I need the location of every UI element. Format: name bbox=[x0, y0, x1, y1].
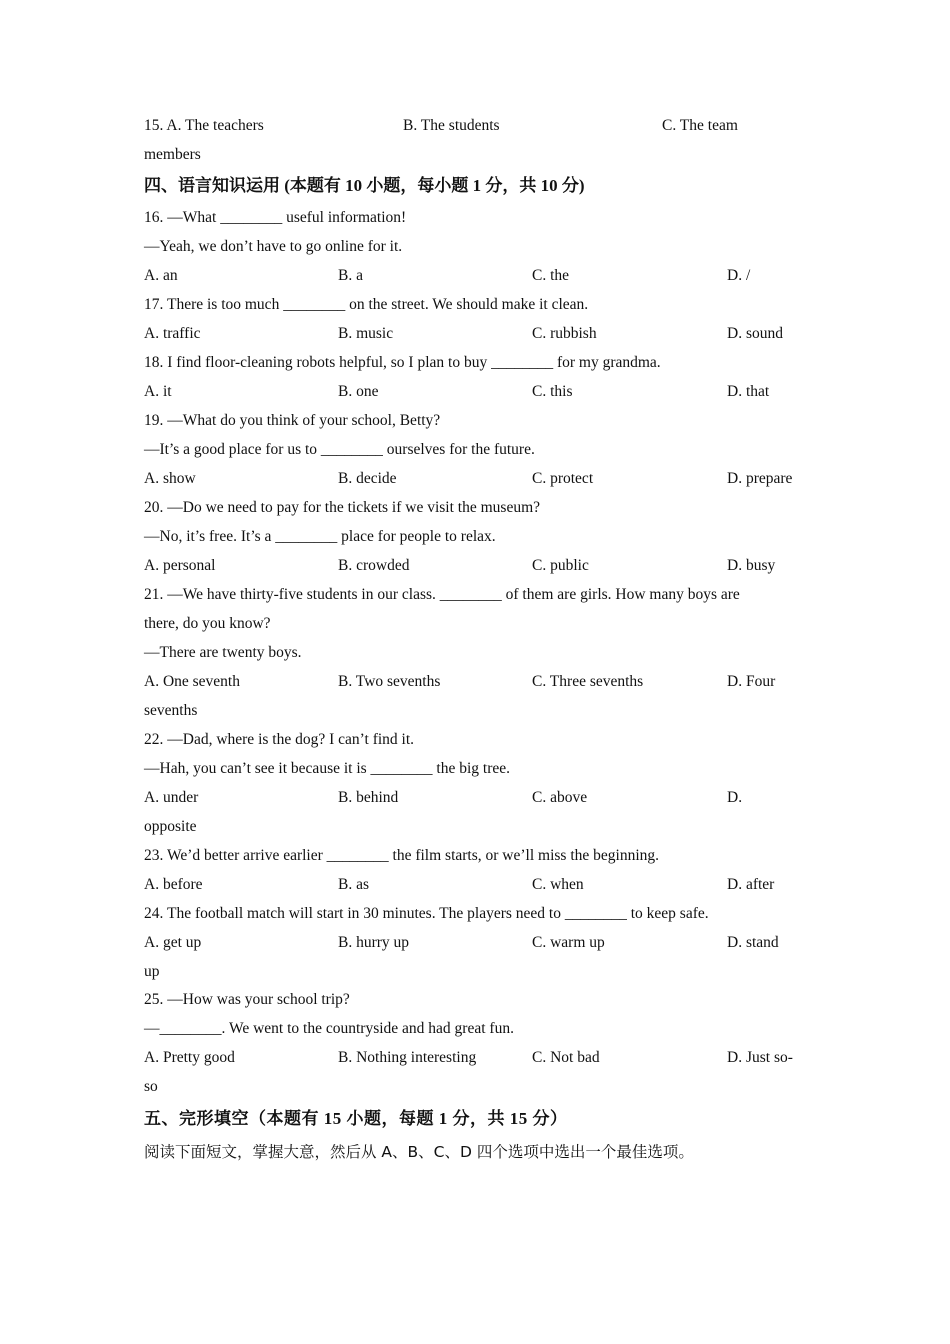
q19-stem-line-2: —It’s a good place for us to ________ ourselves for the future. bbox=[144, 441, 535, 458]
q23-option-c: C. when bbox=[532, 876, 584, 893]
q23-option-d: D. after bbox=[727, 876, 775, 893]
q20-option-c: C. public bbox=[532, 557, 589, 574]
q23-option-a: A. before bbox=[144, 876, 203, 893]
q25-option-a: A. Pretty good bbox=[144, 1049, 235, 1066]
q24-option-b: B. hurry up bbox=[338, 934, 410, 951]
q25-option-b: B. Nothing interesting bbox=[338, 1049, 477, 1066]
q16-option-a: A. an bbox=[144, 267, 178, 284]
q22-option-d-wrap: opposite bbox=[144, 818, 197, 835]
q24-stem-line-1: 24. The football match will start in 30 minutes. The players need to ________ to keep safe. bbox=[144, 905, 709, 922]
q21-option-c: C. Three sevenths bbox=[532, 673, 644, 690]
q16-option-b: B. a bbox=[338, 267, 363, 284]
q19-option-b: B. decide bbox=[338, 470, 397, 487]
q22-stem-line-1: 22. —Dad, where is the dog? I can’t find it. bbox=[144, 731, 415, 748]
q24-option-d-wrap: up bbox=[144, 963, 160, 980]
q15-option-a: 15. A. The teachers bbox=[144, 117, 264, 134]
q24-option-a: A. get up bbox=[144, 934, 202, 951]
q17-stem-line-1: 17. There is too much ________ on the street. We should make it clean. bbox=[144, 296, 589, 313]
q21-stem-line-1: 21. —We have thirty-five students in our class. ________ of them are girls. How many boys are bbox=[144, 586, 740, 603]
q15-option-b: B. The students bbox=[403, 117, 500, 134]
q18-option-a: A. it bbox=[144, 383, 172, 400]
q20-stem-line-2: —No, it’s free. It’s a ________ place for people to relax. bbox=[144, 528, 496, 545]
q19-stem-line-1: 19. —What do you think of your school, Betty? bbox=[144, 412, 441, 429]
q25-stem-line-2: —________. We went to the countryside and had great fun. bbox=[144, 1020, 514, 1037]
q25-option-c: C. Not bad bbox=[532, 1049, 600, 1066]
q21-option-b: B. Two sevenths bbox=[338, 673, 441, 690]
section-5-instruction: 阅读下面短文，掌握大意，然后从 A、B、C、D 四个选项中选出一个最佳选项。 bbox=[144, 1143, 694, 1161]
q23-stem-line-1: 23. We’d better arrive earlier ________ the film starts, or we’ll miss the beginning. bbox=[144, 847, 659, 864]
q22-option-d: D. bbox=[727, 789, 743, 806]
q21-option-d-wrap: sevenths bbox=[144, 702, 198, 719]
q16-option-c: C. the bbox=[532, 267, 570, 284]
q25-option-d-wrap: so bbox=[144, 1078, 158, 1095]
q17-option-c: C. rubbish bbox=[532, 325, 597, 342]
q20-option-b: B. crowded bbox=[338, 557, 410, 574]
q15-option-c: C. The team bbox=[662, 117, 738, 134]
q22-option-a: A. under bbox=[144, 789, 199, 806]
q21-option-a: A. One seventh bbox=[144, 673, 240, 690]
q19-option-a: A. show bbox=[144, 470, 196, 487]
q21-stem-line-2: there, do you know? bbox=[144, 615, 271, 632]
q15-option-c-wrap: members bbox=[144, 146, 201, 163]
q22-option-c: C. above bbox=[532, 789, 588, 806]
q16-stem-line-1: 16. —What ________ useful information! bbox=[144, 209, 407, 226]
q18-option-b: B. one bbox=[338, 383, 379, 400]
q24-option-d: D. stand bbox=[727, 934, 779, 951]
q16-stem-line-2: —Yeah, we don’t have to go online for it. bbox=[144, 238, 403, 255]
q20-option-a: A. personal bbox=[144, 557, 216, 574]
q21-stem-line-3: —There are twenty boys. bbox=[144, 644, 302, 661]
q19-option-c: C. protect bbox=[532, 470, 594, 487]
q17-option-a: A. traffic bbox=[144, 325, 201, 342]
q21-option-d: D. Four bbox=[727, 673, 776, 690]
q18-option-c: C. this bbox=[532, 383, 573, 400]
q18-stem-line-1: 18. I find floor-cleaning robots helpful, so I plan to buy ________ for my grandma. bbox=[144, 354, 661, 371]
q17-option-b: B. music bbox=[338, 325, 394, 342]
q16-option-d: D. / bbox=[727, 267, 751, 284]
section-5-heading: 五、完形填空（本题有 15 小题，每题 1 分，共 15 分） bbox=[144, 1109, 568, 1128]
section-4-heading: 四、语言知识运用 (本题有 10 小题，每小题 1 分，共 10 分) bbox=[144, 176, 585, 195]
q20-stem-line-1: 20. —Do we need to pay for the tickets if we visit the museum? bbox=[144, 499, 541, 516]
q19-option-d: D. prepare bbox=[727, 470, 793, 487]
q23-option-b: B. as bbox=[338, 876, 369, 893]
q22-option-b: B. behind bbox=[338, 789, 399, 806]
q17-option-d: D. sound bbox=[727, 325, 783, 342]
q18-option-d: D. that bbox=[727, 383, 770, 400]
q22-stem-line-2: —Hah, you can’t see it because it is ________ the big tree. bbox=[144, 760, 511, 777]
q20-option-d: D. busy bbox=[727, 557, 776, 574]
q24-option-c: C. warm up bbox=[532, 934, 605, 951]
q25-option-d: D. Just so- bbox=[727, 1049, 793, 1066]
q25-stem-line-1: 25. —How was your school trip? bbox=[144, 991, 350, 1008]
